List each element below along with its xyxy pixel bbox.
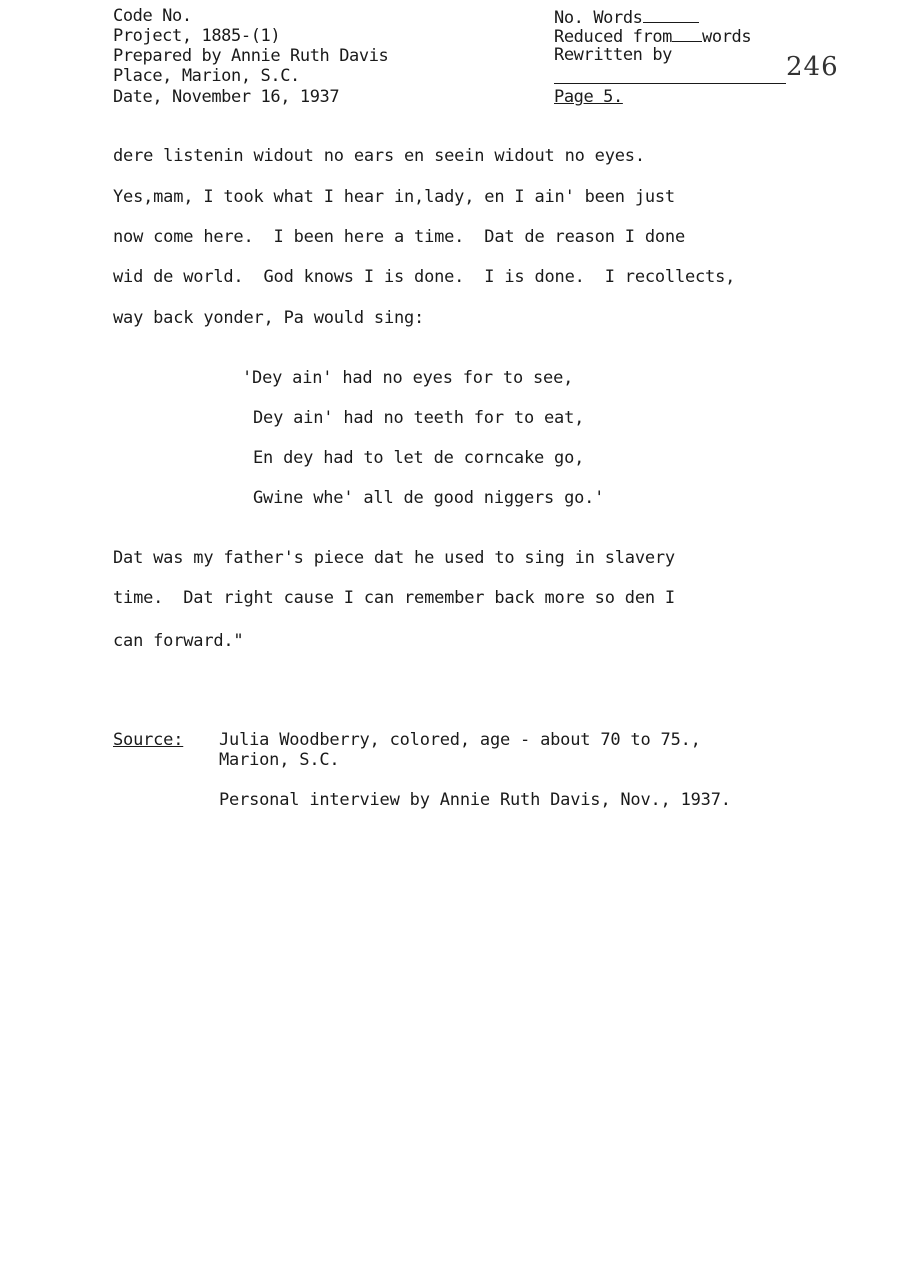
- body-line: wid de world. God knows I is done. I is done. I recollects,: [113, 267, 736, 287]
- place-line: Place, Marion, S.C.: [113, 66, 300, 86]
- reduced-from-line: [554, 25, 751, 47]
- verse-line: Dey ain' had no teeth for to eat,: [253, 408, 585, 428]
- closing-line: time. Dat right cause I can remember back more so den I: [113, 588, 675, 608]
- body-line: way back yonder, Pa would sing:: [113, 308, 425, 328]
- verse-line: 'Dey ain' had no eyes for to see,: [242, 368, 574, 388]
- no-words-label: No. Words: [554, 8, 643, 28]
- reduced-from-blank: [672, 25, 702, 42]
- body-line: now come here. I been here a time. Dat de reason I done: [113, 227, 685, 247]
- body-line: Yes,mam, I took what I hear in,lady, en I ain' been just: [113, 187, 675, 207]
- page-stamp-number: 246: [786, 52, 839, 82]
- code-no: Code No.: [113, 6, 192, 26]
- no-words-blank: [643, 6, 699, 23]
- rewritten-by-line: Rewritten by: [554, 45, 673, 65]
- page-number-line: Page 5.: [554, 87, 623, 107]
- body-line: dere listenin widout no ears en seein widout no eyes.: [113, 146, 645, 166]
- closing-line: can forward.": [113, 631, 244, 651]
- closing-line: Dat was my father's piece dat he used to sing in slavery: [113, 548, 675, 568]
- source-informant-line: Julia Woodberry, colored, age - about 70 to 75.,: [219, 730, 701, 750]
- verse-line: En dey had to let de corncake go,: [253, 448, 585, 468]
- project-line: Project, 1885-(1): [113, 26, 281, 46]
- reduced-words-label: words: [702, 27, 752, 47]
- date-line: Date, November 16, 1937: [113, 87, 340, 107]
- source-label: Source:: [113, 730, 184, 750]
- prepared-by-line: Prepared by Annie Ruth Davis: [113, 46, 389, 66]
- verse-line: Gwine whe' all de good niggers go.': [253, 488, 605, 508]
- source-place-line: Marion, S.C.: [219, 750, 340, 770]
- rewritten-by-rule: [554, 83, 786, 84]
- reduced-from-label: Reduced from: [554, 27, 673, 47]
- source-interview-line: Personal interview by Annie Ruth Davis, Nov., 1937.: [219, 790, 731, 810]
